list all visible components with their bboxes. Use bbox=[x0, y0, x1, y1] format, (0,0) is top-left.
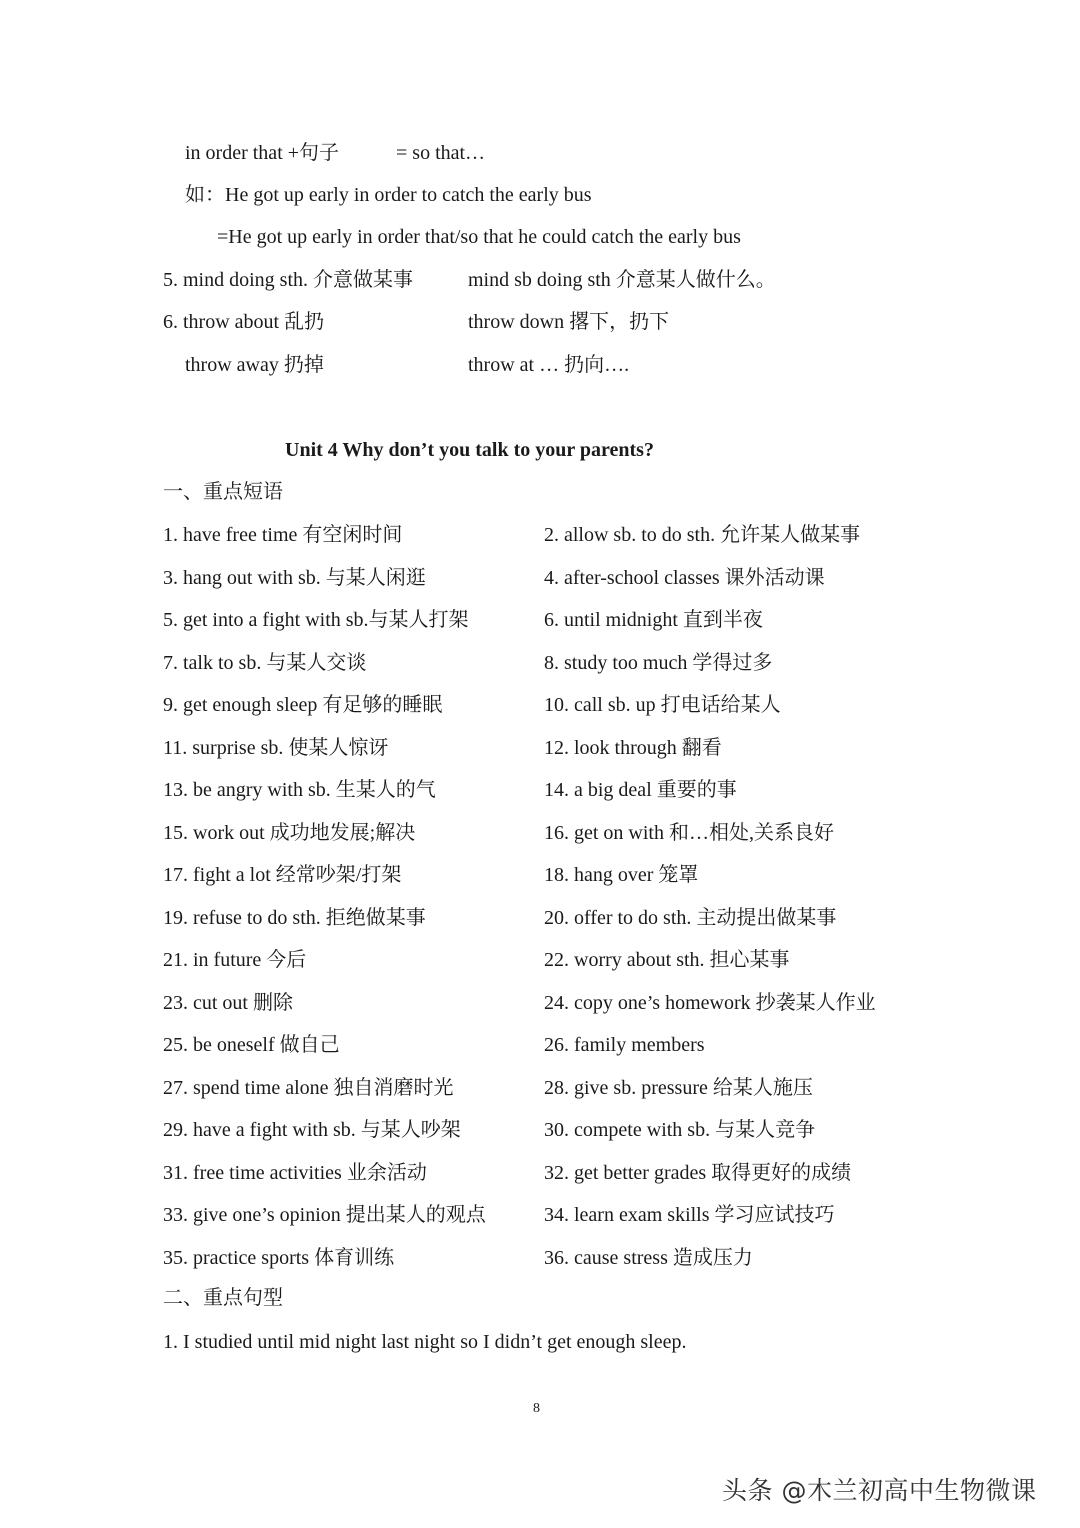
watermark: 头条 @木兰初高中生物微课 bbox=[722, 1476, 1037, 1505]
section-heading-sentences: 二、重点句型 bbox=[163, 1287, 283, 1309]
phrase-item-left: 33. give one’s opinion 提出某人的观点 bbox=[163, 1204, 486, 1226]
phrase-item-right: 20. offer to do sth. 主动提出做某事 bbox=[544, 907, 837, 929]
section-heading-phrases: 一、重点短语 bbox=[163, 481, 283, 503]
intro-item-6b: throw down 撂下，扔下 bbox=[468, 311, 670, 333]
phrase-item-left: 11. surprise sb. 使某人惊讶 bbox=[163, 737, 389, 759]
phrase-item-right: 36. cause stress 造成压力 bbox=[544, 1247, 753, 1269]
phrase-item-right: 34. learn exam skills 学习应试技巧 bbox=[544, 1204, 835, 1226]
phrase-item-left: 31. free time activities 业余活动 bbox=[163, 1162, 427, 1184]
phrase-item-left: 1. have free time 有空闲时间 bbox=[163, 524, 403, 546]
phrase-item-left: 19. refuse to do sth. 拒绝做某事 bbox=[163, 907, 426, 929]
phrase-item-left: 3. hang out with sb. 与某人闲逛 bbox=[163, 567, 426, 589]
phrase-item-left: 29. have a fight with sb. 与某人吵架 bbox=[163, 1119, 461, 1141]
phrase-item-left: 25. be oneself 做自己 bbox=[163, 1034, 340, 1056]
phrase-item-right: 14. a big deal 重要的事 bbox=[544, 779, 737, 801]
intro-line-3: =He got up early in order that/so that he could catch the early bus bbox=[217, 226, 741, 248]
phrase-item-right: 32. get better grades 取得更好的成绩 bbox=[544, 1162, 852, 1184]
intro-line-1a: in order that +句子 bbox=[185, 142, 340, 164]
phrase-item-right: 18. hang over 笼罩 bbox=[544, 864, 699, 886]
phrase-item-left: 21. in future 今后 bbox=[163, 949, 307, 971]
phrase-item-right: 6. until midnight 直到半夜 bbox=[544, 609, 763, 631]
sentence-1: 1. I studied until mid night last night so I didn’t get enough sleep. bbox=[163, 1331, 687, 1353]
page-number: 8 bbox=[533, 1401, 540, 1416]
phrase-item-left: 15. work out 成功地发展;解决 bbox=[163, 822, 416, 844]
phrase-item-left: 7. talk to sb. 与某人交谈 bbox=[163, 652, 367, 674]
phrase-item-right: 10. call sb. up 打电话给某人 bbox=[544, 694, 781, 716]
intro-line-2: 如：He got up early in order to catch the early bus bbox=[185, 184, 592, 206]
phrase-item-right: 16. get on with 和…相处,关系良好 bbox=[544, 822, 834, 844]
phrase-item-right: 8. study too much 学得过多 bbox=[544, 652, 773, 674]
phrase-item-left: 23. cut out 删除 bbox=[163, 992, 293, 1014]
phrase-item-left: 27. spend time alone 独自消磨时光 bbox=[163, 1077, 454, 1099]
unit-title: Unit 4 Why don’t you talk to your parents? bbox=[285, 439, 654, 461]
phrase-item-right: 2. allow sb. to do sth. 允许某人做某事 bbox=[544, 524, 861, 546]
intro-line-1b: = so that… bbox=[396, 142, 486, 164]
intro-item-5b: mind sb doing sth 介意某人做什么。 bbox=[468, 269, 776, 291]
intro-item-6a: 6. throw about 乱扔 bbox=[163, 311, 325, 333]
phrase-item-right: 4. after-school classes 课外活动课 bbox=[544, 567, 825, 589]
phrase-item-right: 12. look through 翻看 bbox=[544, 737, 722, 759]
phrase-item-left: 17. fight a lot 经常吵架/打架 bbox=[163, 864, 402, 886]
phrase-item-right: 22. worry about sth. 担心某事 bbox=[544, 949, 790, 971]
phrase-item-left: 9. get enough sleep 有足够的睡眠 bbox=[163, 694, 443, 716]
phrase-item-right: 26. family members bbox=[544, 1034, 705, 1056]
phrase-item-left: 35. practice sports 体育训练 bbox=[163, 1247, 395, 1269]
phrase-item-right: 30. compete with sb. 与某人竞争 bbox=[544, 1119, 816, 1141]
phrase-item-left: 13. be angry with sb. 生某人的气 bbox=[163, 779, 436, 801]
phrase-item-right: 28. give sb. pressure 给某人施压 bbox=[544, 1077, 813, 1099]
phrase-item-right: 24. copy one’s homework 抄袭某人作业 bbox=[544, 992, 876, 1014]
intro-item-6d: throw at … 扔向…. bbox=[468, 354, 630, 376]
intro-item-5a: 5. mind doing sth. 介意做某事 bbox=[163, 269, 414, 291]
intro-item-6c: throw away 扔掉 bbox=[185, 354, 324, 376]
phrase-item-left: 5. get into a fight with sb.与某人打架 bbox=[163, 609, 469, 631]
